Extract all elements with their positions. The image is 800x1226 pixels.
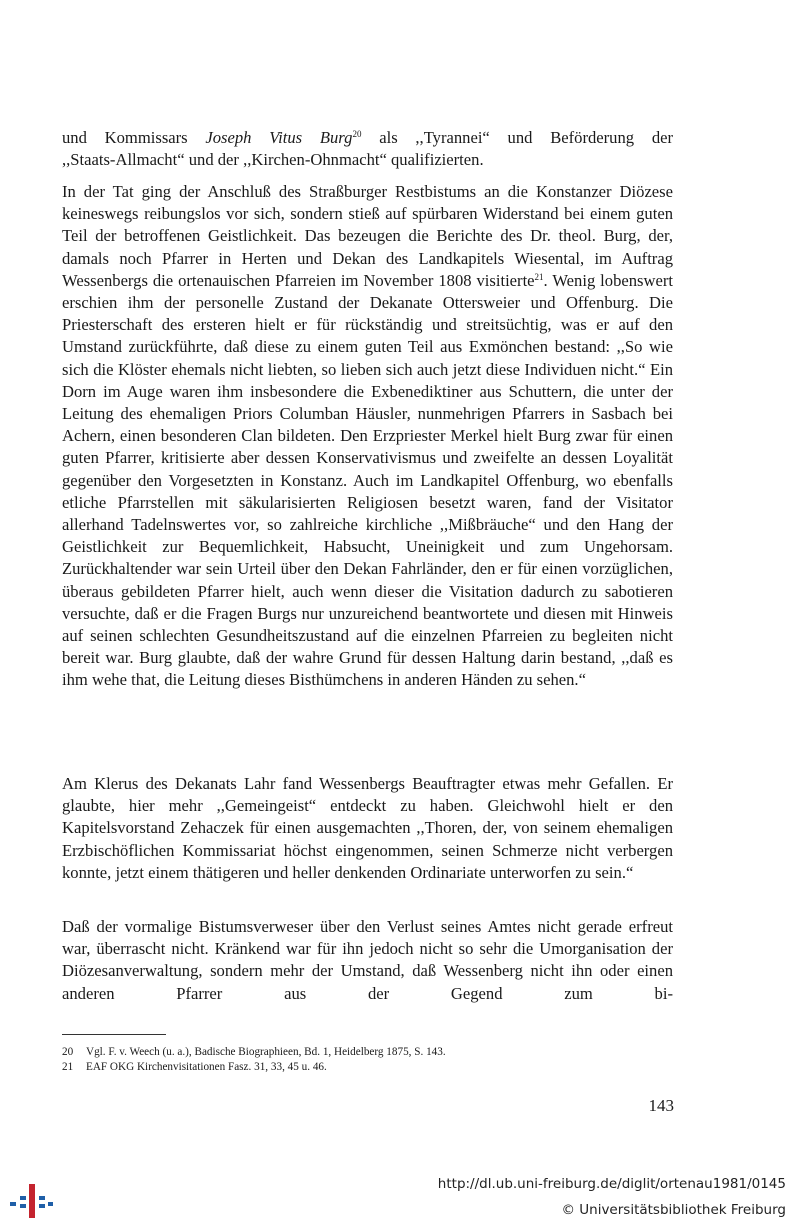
footnote-text: Vgl. F. v. Weech (u. a.), Badische Biographieen, Bd. 1, Heidelberg 1875, S. 143.: [86, 1046, 446, 1058]
source-url-link[interactable]: http://dl.ub.uni-freiburg.de/diglit/ortenau1981/0145: [437, 1176, 786, 1192]
ub-freiburg-logo-icon: [8, 1178, 54, 1222]
p1-text-a: In der Tat ging der Anschluß des Straßburger Restbistums an die Konstanzer Diözese keineswegs reibungslos vor sich, sondern stieß auf spürbaren Widerstand bei einem guten Teil der betroffenen Geistlichkeit. Das bezeugen die Berichte des Dr. theol. Burg, der, damals noch Pfarrer in Herten und Dekan des Landkapitels Wiesental, im Auftrag Wessenbergs die ortenauischen Pfarreien im November 1808 visitierte: [62, 182, 673, 290]
footer-bar: [0, 1172, 800, 1226]
p0-name-italic: Joseph Vitus Burg: [205, 128, 353, 147]
paragraph-2-text: Am Klerus des Dekanats Lahr fand Wessenbergs Beauftragter etwas mehr Gefallen. Er glaubte, hier mehr ,,Gemeingeist“ entdeckt zu haben. Gleichwohl hielt er den Kapitelsvorstand Zehaczek für einen ausgemachten ,,Thoren, der, von seinem ehemaligen Erzbischöflichen Kommissariat höchst eingenommen, seinen Schmerze nicht verbergen konnte, jetzt einem thätigeren und heller denkenden Ordinariate unterworfen zu sein.“: [62, 774, 673, 882]
page-number: 143: [648, 1096, 674, 1115]
paragraph-3: [62, 916, 673, 1005]
p1-text-b: . Wenig lobenswert erschien ihm der personelle Zustand der Dekanate Ottersweier und Offenburg. Die Priesterschaft des ersteren hielt er für rückständig und streitsüchtig, was er auf den Umstand zurückführte, daß diese zu einem guten Teil aus Exmönchen bestand: ,,So wie sich die Klöster ehemals nicht liebten, so lieben sich auch jetzt diese Individuen nicht.“ Ein Dorn im Auge waren ihm insbesondere die Exbenediktiner aus Schuttern, die unter der Leitung des ehemaligen Priors Columban Häusler, nunmehrigen Pfarrers in Sasbach bei Achern, einen besonderen Clan bildeten. Den Erzpriester Merkel hielt Burg zwar für einen guten Pfarrer, kritisierte aber dessen Konservativismus und zweifelte an dessen Loyalität gegenüber den Vorgesetzten in Konstanz. Auch im Landkapitel Offenburg, wo ebenfalls etliche Pfarrstellen mit säkularisierten Religiosen besetzt waren, fand der Visitator allerhand Tadelnswertes vor, so zahlreiche kirchliche ,,Mißbräuche“ und den Hang der Geistlichkeit zur Bequemlichkeit, Habsucht, Uneinigkeit und zum Ungehorsam. Zurückhaltender war sein Urteil über den Dekan Fahrländer, den er für einen vorzüglichen, überaus gebildeten Pfarrer hielt, auch wenn dieser die Visitation dadurch zu sabotieren versuchte, daß er die Fragen Burgs nur unzureichend beantwortete und diesen mit Hinweis auf seinen schlechten Gesundheitszustand auf die einzelnen Pfarreien zu begleiten nicht bereit war. Burg glaubte, daß der wahre Grund für dessen Haltung darin bestand, ,,daß es ihm wehe that, die Leitung dieses Bisthümchens in anderen Händen zu sehen.“: [62, 270, 673, 690]
p0-text-b: als ,,Tyrannei“ und Beförderung der: [361, 128, 674, 147]
footnote-number: 20: [62, 1046, 74, 1058]
footnotes: [62, 1045, 673, 1075]
paragraph-3-text: Daß der vormalige Bistumsverweser über den Verlust seines Amtes nicht gerade erfreut war, überrascht nicht. Kränkend war für ihn jedoch nicht so sehr die Umorganisation der Diözesanverwaltung, sondern mehr der Umstand, daß Wessenberg nicht ihn oder einen anderen Pfarrer aus der Gegend zum bi-: [62, 917, 673, 1003]
footnote-number: 21: [62, 1061, 74, 1073]
p0-text-a: und Kommissars: [62, 128, 206, 147]
footnote-20: [62, 1045, 673, 1060]
footnote-text: EAF OKG Kirchenvisitationen Fasz. 31, 33, 45 u. 46.: [86, 1061, 327, 1073]
paragraph-0-line-1: [62, 127, 673, 149]
paragraph-0: [62, 127, 673, 171]
paragraph-2: [62, 773, 673, 884]
footnote-divider: [62, 1034, 166, 1035]
paragraph-0-line-2: ,,Staats-Allmacht“ und der ,,Kirchen-Ohnmacht“ qualifizierten.: [62, 150, 484, 170]
footnote-ref-21: 21: [534, 271, 544, 282]
footnote-ref-20: 20: [352, 129, 362, 139]
footnote-21: [62, 1060, 673, 1075]
paragraph-1: [62, 181, 673, 692]
copyright-notice: © Universitätsbibliothek Freiburg: [561, 1202, 786, 1218]
